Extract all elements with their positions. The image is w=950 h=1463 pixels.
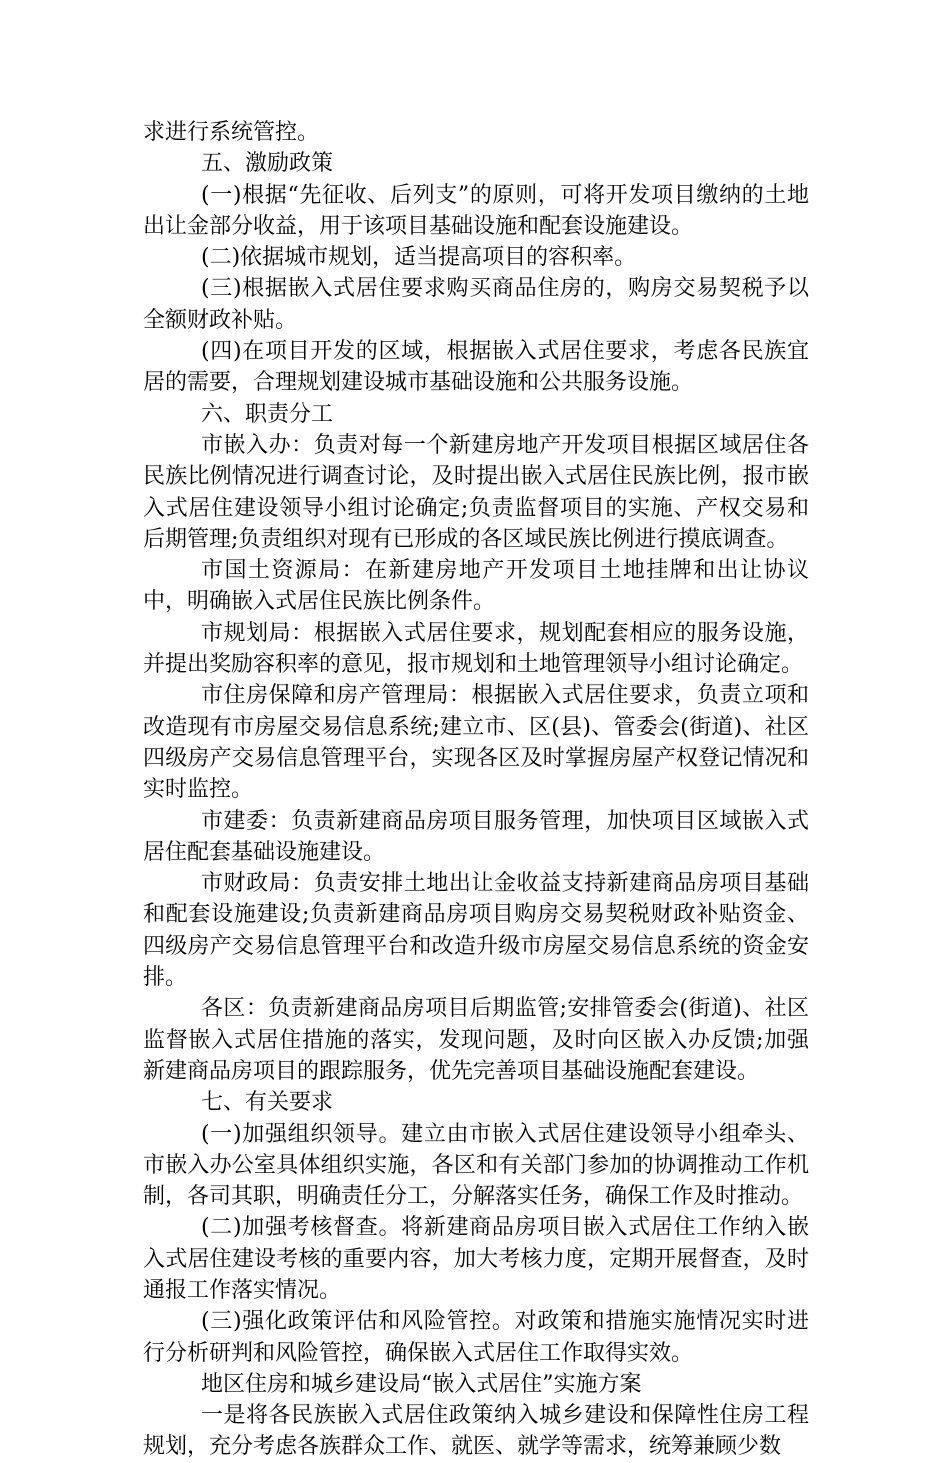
paragraph-construction-commission: 市建委：负责新建商品房项目服务管理，加快项目区域嵌入式居住配套基础设施建设。 bbox=[143, 808, 809, 865]
section-heading-incentive-policy: 五、激励政策 bbox=[201, 151, 334, 177]
paragraph-city-embed-office: 市嵌入办：负责对每一个新建房地产开发项目根据区域居住各民族比例情况进行调查讨论，及时提出嵌入式居住民族比例，报市嵌入式居住建设领导小组讨论确定;负责监督项目的实施、产权交易和后期管理;负责组织对现有已形成的各区域民族比例进行摸底调查。 bbox=[143, 432, 809, 552]
document-body bbox=[143, 117, 809, 1463]
paragraph-requirement-1: (一)加强组织领导。建立由市嵌入式居住建设领导小组牵头、市嵌入办公室具体组织实施，各区和有关部门参加的协调推动工作机制，各司其职，明确责任分工，分解落实任务，确保工作及时推动。 bbox=[143, 1121, 809, 1210]
paragraph-land-resources-bureau: 市国土资源局：在新建房地产开发项目土地挂牌和出让协议中，明确嵌入式居住民族比例条件。 bbox=[143, 558, 809, 615]
paragraph-incentive-1: (一)根据“先征收、后列支”的原则，可将开发项目缴纳的土地出让金部分收益，用于该项目基础设施和配套设施建设。 bbox=[143, 182, 809, 239]
paragraph-finance-bureau: 市财政局：负责安排土地出让金收益支持新建商品房项目基础和配套设施建设;负责新建商品房项目购房交易契税财政补贴资金、四级房产交易信息管理平台和改造升级市房屋交易信息系统的资金安排。 bbox=[143, 871, 809, 991]
paragraph-incentive-3: (三)根据嵌入式居住要求购买商品住房的，购房交易契税予以全额财政补贴。 bbox=[143, 276, 809, 333]
paragraph-continuation: 求进行系统管控。 bbox=[143, 120, 320, 145]
section-title-implementation-plan: 地区住房和城乡建设局“嵌入式居住”实施方案 bbox=[201, 1371, 642, 1397]
paragraph-plan-item-1: 一是将各民族嵌入式居住政策纳入城乡建设和保障性住房工程规划，充分考虑各族群众工作、就医、就学等需求，统筹兼顾少数 bbox=[143, 1403, 809, 1460]
paragraph-districts: 各区：负责新建商品房项目后期监管;安排管委会(街道)、社区监督嵌入式居住措施的落实，发现问题，及时向区嵌入办反馈;加强新建商品房项目的跟踪服务，优先完善项目基础设施配套建设。 bbox=[143, 996, 809, 1084]
section-heading-requirements: 七、有关要求 bbox=[201, 1090, 334, 1116]
paragraph-requirement-3: (三)强化政策评估和风险管控。对政策和措施实施情况实时进行分析研判和风险管控，确保嵌入式居住工作取得实效。 bbox=[143, 1309, 809, 1366]
paragraph-incentive-4: (四)在项目开发的区域，根据嵌入式居住要求，考虑各民族宜居的需要，合理规划建设城市基础设施和公共服务设施。 bbox=[143, 339, 809, 396]
section-heading-responsibilities: 六、职责分工 bbox=[201, 401, 334, 427]
paragraph-incentive-2: (二)依据城市规划，适当提高项目的容积率。 bbox=[201, 245, 637, 271]
paragraph-requirement-2: (二)加强考核督查。将新建商品房项目嵌入式居住工作纳入嵌入式居住建设考核的重要内容，加大考核力度，定期开展督查，及时通报工作落实情况。 bbox=[143, 1215, 809, 1303]
paragraph-planning-bureau: 市规划局：根据嵌入式居住要求，规划配套相应的服务设施，并提出奖励容积率的意见，报市规划和土地管理领导小组讨论确定。 bbox=[143, 620, 809, 678]
paragraph-housing-bureau: 市住房保障和房产管理局：根据嵌入式居住要求，负责立项和改造现有市房屋交易信息系统;建立市、区(县)、管委会(街道)、社区四级房产交易信息管理平台，实现各区及时掌握房屋产权登记情况和实时监控。 bbox=[143, 683, 809, 803]
